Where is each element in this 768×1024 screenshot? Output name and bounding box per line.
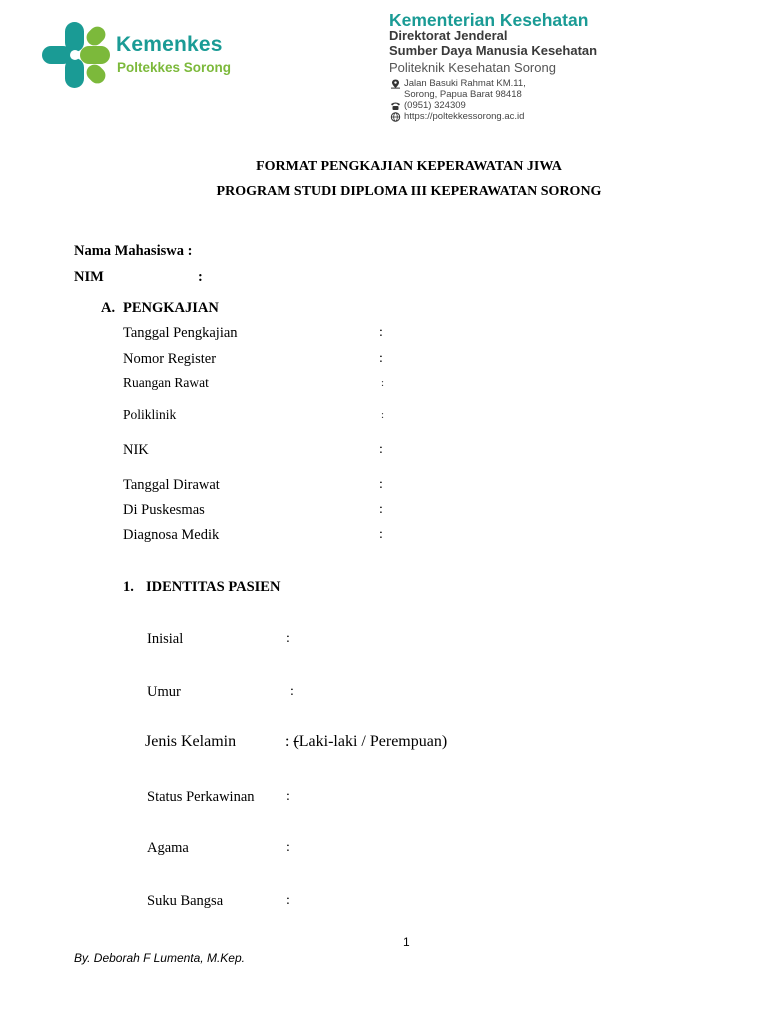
ministry-name: Kementerian Kesehatan: [389, 10, 589, 30]
gender-value: [285, 733, 447, 751]
nim-colon: :: [198, 269, 203, 285]
field-colon: :: [286, 893, 290, 908]
page-number: 1: [403, 935, 410, 949]
document-title: FORMAT PENGKAJIAN KEPERAWATAN JIWA: [256, 159, 562, 174]
brand-subtitle: Poltekkes Sorong: [117, 60, 232, 75]
field-colon: :: [286, 789, 290, 804]
address-line-2: Sorong, Papua Barat 98418: [404, 89, 522, 100]
field-label-poliklinik: Poliklinik: [123, 407, 177, 422]
field-label-di-puskesmas: Di Puskesmas: [123, 502, 205, 518]
field-colon: :: [379, 527, 383, 542]
field-label-jenis-kelamin: Jenis Kelamin: [145, 733, 237, 750]
field-colon: :: [286, 631, 290, 646]
nim-label: NIM: [74, 269, 104, 285]
field-colon: :: [379, 325, 383, 340]
gender-options: Laki-laki / Perempuan): [298, 733, 448, 750]
globe-icon: [390, 112, 401, 122]
field-label-status-perkawinan: Status Perkawinan: [147, 789, 255, 805]
polytechnic-name: Politeknik Kesehatan Sorong: [389, 60, 556, 75]
phone-icon: [390, 101, 401, 111]
phone-number: (0951) 324309: [404, 100, 466, 111]
field-label-ruangan-rawat: Ruangan Rawat: [123, 375, 209, 390]
kemenkes-logo-icon: [42, 22, 110, 88]
field-colon: :: [381, 409, 385, 421]
gender-colon: :: [285, 733, 294, 750]
section-a-letter: A.: [101, 300, 116, 316]
author-credit: By. Deborah F Lumenta, M.Kep.: [74, 951, 245, 965]
field-label-tanggal-pengkajian: Tanggal Pengkajian: [123, 325, 238, 341]
brand-name: Kemenkes: [116, 33, 223, 56]
field-label-tanggal-dirawat: Tanggal Dirawat: [123, 477, 220, 493]
field-colon: :: [379, 477, 383, 492]
field-label-diagnosa-medik: Diagnosa Medik: [123, 527, 220, 543]
field-label-umur: Umur: [147, 684, 181, 700]
field-label-inisial: Inisial: [147, 631, 184, 647]
section-a-title: PENGKAJIAN: [123, 300, 219, 316]
section-1-number: 1.: [123, 579, 134, 595]
field-label-nik: NIK: [123, 442, 149, 458]
gender-struck-paren: (: [293, 733, 299, 750]
student-name-label: Nama Mahasiswa :: [74, 243, 193, 259]
field-colon: :: [290, 684, 294, 699]
field-label-agama: Agama: [147, 840, 189, 856]
website-link[interactable]: https://poltekkessorong.ac.id: [404, 111, 525, 122]
field-colon: :: [379, 442, 383, 457]
location-pin-icon: [390, 79, 401, 89]
directorate-name: Direktorat Jenderal: [389, 28, 508, 43]
directorate-sub: Sumber Daya Manusia Kesehatan: [389, 43, 598, 58]
address-line-1: Jalan Basuki Rahmat KM.11,: [404, 78, 526, 89]
field-colon: :: [286, 840, 290, 855]
field-label-nomor-register: Nomor Register: [123, 351, 217, 367]
field-colon: :: [379, 351, 383, 366]
field-colon: :: [379, 502, 383, 517]
section-1-title: IDENTITAS PASIEN: [146, 579, 281, 595]
field-label-suku-bangsa: Suku Bangsa: [147, 893, 224, 909]
field-colon: :: [381, 377, 385, 389]
document-subtitle: PROGRAM STUDI DIPLOMA III KEPERAWATAN SORONG: [216, 184, 602, 199]
